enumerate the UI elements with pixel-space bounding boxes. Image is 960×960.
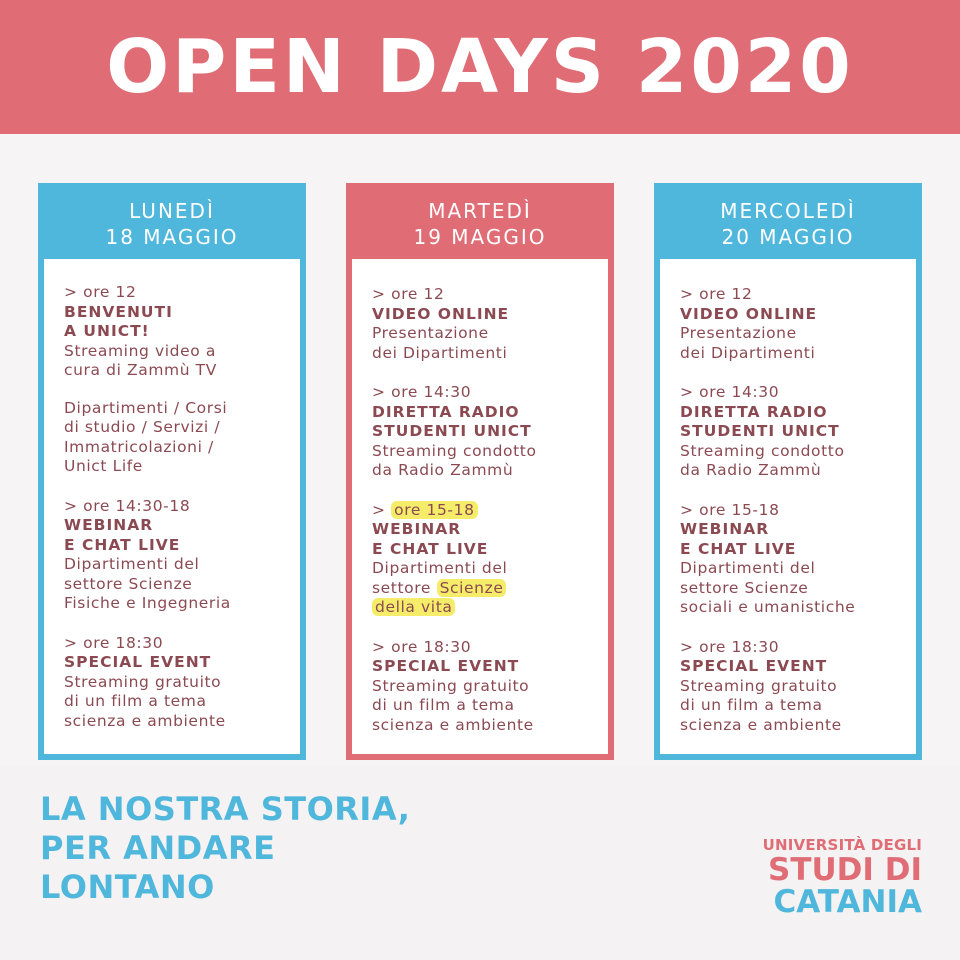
event-time: > ore 18:30 <box>680 637 780 656</box>
event-description: Dipartimenti del <box>372 559 508 577</box>
day-date: 18 MAGGIO <box>105 225 239 249</box>
event-title: STUDENTI UNICT <box>372 422 532 440</box>
event-description <box>372 598 608 618</box>
event-time: > ore 12 <box>64 283 137 301</box>
day-name: MARTEDÌ <box>428 199 532 223</box>
event-title: VIDEO ONLINE <box>680 304 818 323</box>
event-description: di un film a tema <box>680 696 823 714</box>
event-item <box>372 285 608 363</box>
event-description: di un film a tema <box>372 696 515 714</box>
event-time: > ore 14:30 <box>372 383 472 401</box>
event-title: A UNICT! <box>64 322 150 340</box>
event-title: WEBINAR <box>680 520 770 538</box>
event-details-line: Immatricolazioni / <box>64 437 214 456</box>
logo-line: CATANIA <box>773 884 922 920</box>
event-title: DIRETTA RADIO <box>372 402 520 421</box>
event-title: SPECIAL EVENT <box>64 653 212 671</box>
event-time: > ore 12 <box>680 285 753 303</box>
highlighted-text: della vita <box>372 598 455 616</box>
day-events <box>352 259 608 735</box>
event-title: BENVENUTI <box>64 302 173 321</box>
logo-line: UNIVERSITÀ DEGLI <box>762 836 922 854</box>
event-item <box>372 638 608 736</box>
event-title: SPECIAL EVENT <box>680 657 828 675</box>
event-item <box>680 285 916 363</box>
event-description: sociali e umanistiche <box>680 598 856 616</box>
event-time: > ore 15-18 <box>680 500 780 519</box>
day-header <box>44 189 300 259</box>
tagline <box>40 790 410 907</box>
event-details <box>64 399 300 477</box>
desc-prefix: settore <box>372 578 432 597</box>
event-description: settore Scienze <box>64 574 193 593</box>
day-column-monday <box>38 183 306 760</box>
event-description: Dipartimenti del <box>64 555 200 573</box>
event-details-line: di studio / Servizi / <box>64 418 221 436</box>
title-banner <box>0 0 960 134</box>
event-title: DIRETTA RADIO <box>680 402 828 421</box>
event-description: Streaming gratuito <box>372 676 530 695</box>
time-prefix: > <box>372 500 386 519</box>
highlighted-time: ore 15-18 <box>391 501 477 519</box>
event-item <box>680 638 916 736</box>
tagline-line: PER ANDARE <box>40 829 276 867</box>
day-column-wednesday <box>654 183 922 760</box>
event-details-line: Unict Life <box>64 457 143 475</box>
event-description <box>372 579 608 599</box>
day-header <box>352 189 608 259</box>
event-item <box>680 383 916 481</box>
event-description: Streaming video a <box>64 341 216 360</box>
event-description: da Radio Zammù <box>680 461 822 479</box>
event-item <box>372 501 608 618</box>
event-description: di un film a tema <box>64 692 207 710</box>
event-description: scienza e ambiente <box>680 715 842 734</box>
highlighted-text: Scienze <box>437 579 507 597</box>
event-time <box>372 501 608 521</box>
event-title: WEBINAR <box>64 516 154 534</box>
tagline-line: LA NOSTRA STORIA, <box>40 790 411 828</box>
event-item <box>372 383 608 481</box>
event-description: Streaming condotto <box>680 441 845 460</box>
event-item <box>64 497 300 614</box>
event-time: > ore 12 <box>372 285 445 303</box>
day-date: 20 MAGGIO <box>721 225 855 249</box>
day-events <box>44 259 300 731</box>
event-time: > ore 14:30 <box>680 383 780 401</box>
event-description: Presentazione <box>680 324 797 342</box>
event-title: E CHAT LIVE <box>372 539 489 558</box>
event-title: WEBINAR <box>372 520 462 538</box>
event-time: > ore 18:30 <box>64 633 164 652</box>
logo-line: STUDI DI <box>768 852 922 888</box>
event-time: > ore 18:30 <box>372 637 472 656</box>
event-title: VIDEO ONLINE <box>372 304 510 323</box>
event-description: Presentazione <box>372 324 489 342</box>
event-title: E CHAT LIVE <box>64 535 181 554</box>
day-date: 19 MAGGIO <box>413 225 547 249</box>
page-title: OPEN DAYS 2020 <box>106 24 854 110</box>
day-events <box>660 259 916 735</box>
event-description: scienza e ambiente <box>372 715 534 734</box>
event-description: dei Dipartimenti <box>372 343 508 362</box>
day-name: LUNEDÌ <box>129 199 215 223</box>
event-description: Fisiche e Ingegneria <box>64 594 231 612</box>
event-time: > ore 14:30-18 <box>64 496 191 515</box>
event-item <box>680 501 916 618</box>
event-description: Streaming gratuito <box>680 676 838 695</box>
tagline-line: LONTANO <box>40 868 215 906</box>
event-description: Dipartimenti del <box>680 559 816 577</box>
event-item <box>64 283 300 477</box>
event-description: da Radio Zammù <box>372 461 514 479</box>
day-column-tuesday <box>346 183 614 760</box>
day-name: MERCOLEDÌ <box>720 199 856 223</box>
event-description: Streaming gratuito <box>64 672 222 691</box>
event-description: scienza e ambiente <box>64 711 226 730</box>
event-description: cura di Zammù TV <box>64 361 217 379</box>
university-logo <box>763 838 922 918</box>
event-description: dei Dipartimenti <box>680 343 816 362</box>
day-header <box>660 189 916 259</box>
event-item <box>64 634 300 732</box>
event-description: settore Scienze <box>680 578 809 597</box>
event-title: STUDENTI UNICT <box>680 422 840 440</box>
event-title: SPECIAL EVENT <box>372 657 520 675</box>
event-details-line: Dipartimenti / Corsi <box>64 398 228 417</box>
event-title: E CHAT LIVE <box>680 539 797 558</box>
event-description: Streaming condotto <box>372 441 537 460</box>
